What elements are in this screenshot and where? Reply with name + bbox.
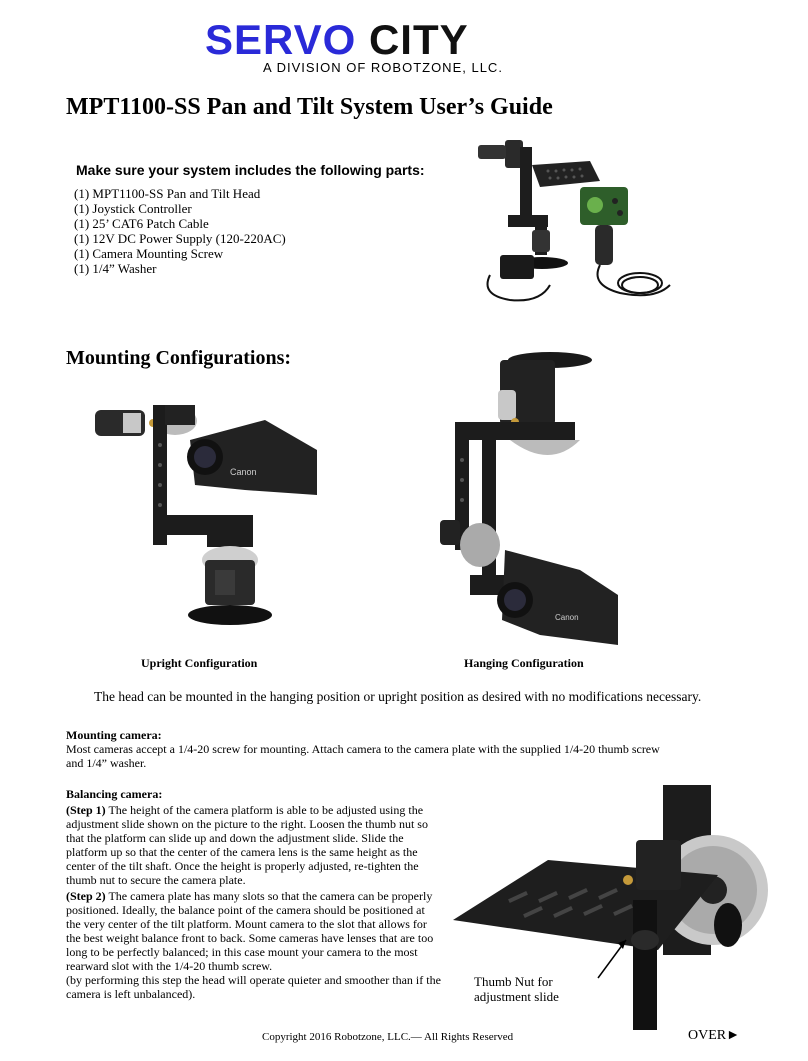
step1-paragraph: [66, 803, 441, 887]
thumb-nut-label: [474, 974, 559, 1004]
thumb-nut-label-line2: adjustment slide: [474, 989, 559, 1004]
upright-configuration-photo: [95, 385, 335, 645]
logo-part-servo: SERVO: [205, 16, 357, 63]
balancing-heading: Balancing camera:: [66, 787, 163, 801]
step2-label: (Step 2): [66, 889, 106, 903]
camera-brand-text: Canon: [230, 467, 257, 477]
hanging-configuration-photo: [440, 350, 630, 650]
over-indicator: OVER►: [688, 1028, 740, 1043]
step2-note: (by performing this step the head will operate quieter and smoother than if the camera is left unbalanced).: [66, 973, 441, 1001]
step2-text: The camera plate has many slots so that the camera can be properly positioned. Ideally, the balance point of the camera should be positioned at the very center of the tilt platform. Mount camera to the slot that allows for the best weight balance front to back. Some cameras have lenses that are too long to be perfectly balanced; in this case mount your camera to the most rearward slot with the 1/4-20 thumb screw.: [66, 889, 434, 973]
step1-label: (Step 1): [66, 803, 106, 817]
parts-item: (1) 1/4” Washer: [74, 261, 157, 276]
step1-text: The height of the camera platform is able to be adjusted using the adjustment slide shown on the picture to the right. Loosen the thumb nut so that the platform can slide up and down the adjustment slide. Slide the platform up so that the center of the camera lens is the same height as the center of the tilt shaft. Once the height is properly adjusted, re-tighten the thumb nut to secure the camera plate.: [66, 803, 428, 887]
page-title: MPT1100-SS Pan and Tilt System User’s Guide: [66, 94, 553, 120]
upright-caption: Upright Configuration: [141, 656, 258, 670]
parts-item: (1) MPT1100-SS Pan and Tilt Head: [74, 186, 261, 201]
parts-item: (1) Camera Mounting Screw: [74, 246, 224, 261]
mounting-camera-text: Most cameras accept a 1/4-20 screw for mounting. Attach camera to the camera plate with the supplied 1/4-20 thumb screw and 1/4” washer.: [66, 742, 660, 770]
copyright-footer: Copyright 2016 Robotzone, LLC.— All Rights Reserved: [262, 1031, 514, 1043]
thumb-nut-label-line1: Thumb Nut for: [474, 974, 553, 989]
parts-item: (1) 12V DC Power Supply (120-220AC): [74, 231, 286, 246]
product-kit-photo: [470, 135, 685, 310]
step2-paragraph: [66, 889, 441, 1001]
parts-item: (1) Joystick Controller: [74, 201, 192, 216]
logo-subtitle: A DIVISION OF ROBOTZONE, LLC.: [263, 60, 503, 75]
parts-heading: Make sure your system includes the following parts:: [76, 162, 425, 178]
mounting-camera-heading: Mounting camera:: [66, 728, 162, 742]
hanging-caption: Hanging Configuration: [464, 656, 584, 670]
parts-item: (1) 25’ CAT6 Patch Cable: [74, 216, 209, 231]
parts-list: [74, 186, 286, 276]
mounting-note: The head can be mounted in the hanging position or upright position as desired with no modifications necessary.: [94, 689, 702, 704]
logo-wordmark: [205, 18, 535, 62]
mounting-heading: Mounting Configurations:: [66, 347, 292, 369]
logo-part-city: CITY: [368, 16, 469, 63]
servocity-logo: [205, 18, 535, 78]
camera-brand-text: Canon: [555, 613, 579, 622]
